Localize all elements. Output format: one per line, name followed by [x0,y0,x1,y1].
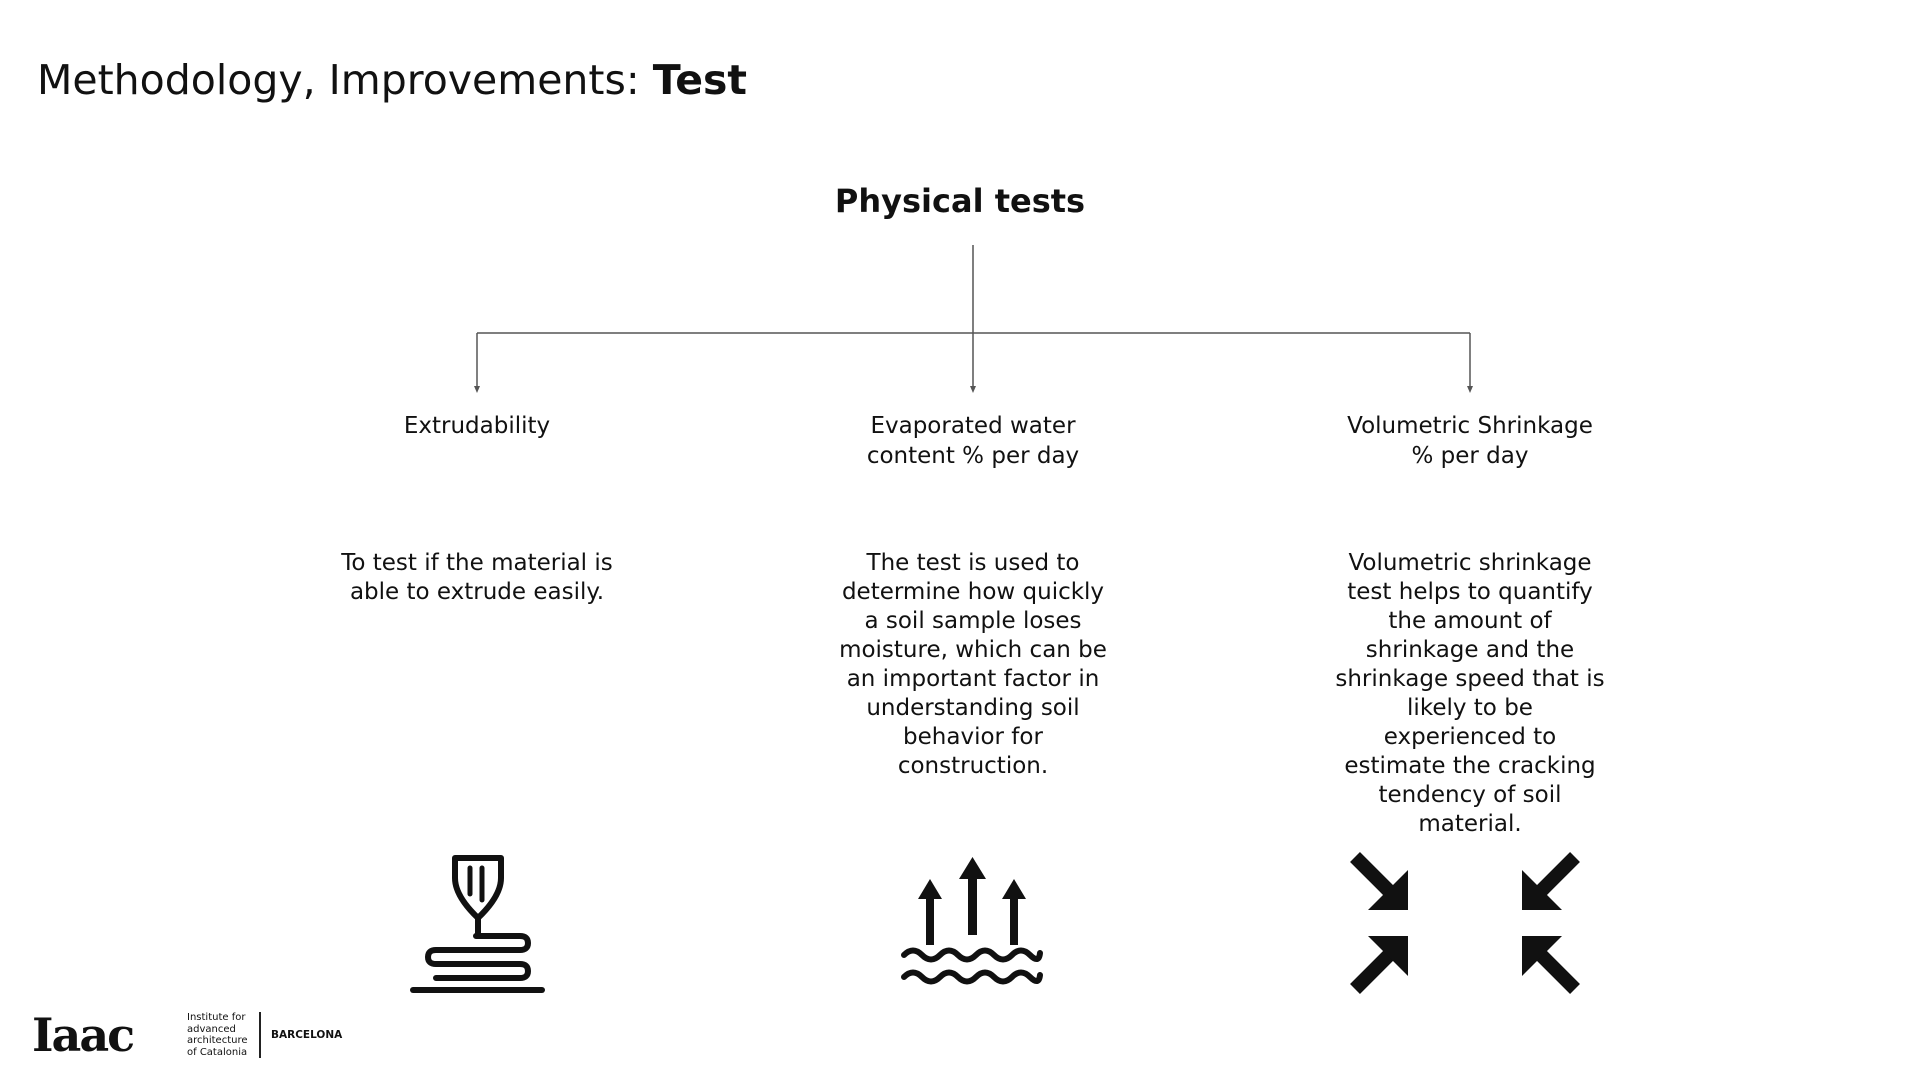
iaac-logo-mark: Iaac [32,1008,134,1062]
shrink-arrows-icon [1350,852,1580,994]
slide-title-bold: Test [652,56,748,104]
branch-description-volumetric-shrinkage: Volumetric shrinkage test helps to quantify the amount of shrinkage and the shrinkage speed that is likely to be experienced to estimate the cracking tendency of soil material. [1335,550,1605,837]
arrowhead-right [1467,386,1473,393]
branch-description-extrudability: To test if the material is able to extrude easily. [341,550,613,605]
branch-label-volumetric-shrinkage: Volumetric Shrinkage % per day [1347,413,1593,469]
extruder-nozzle-icon [410,852,545,994]
evaporation-arrows-icon [900,855,1044,990]
arrowhead-left [474,386,480,393]
institute-name: Institute for advanced architecture of Catalonia [187,1012,248,1058]
slide-title-prefix: Methodology, Improvements: [37,56,653,104]
branch-label-evaporated-water: Evaporated water content % per day [866,413,1080,469]
tree-connectors [0,0,1920,400]
arrowhead-middle [970,386,976,393]
city-label: BARCELONA [271,1029,343,1041]
branch-description-evaporated-water: The test is used to determine how quickly a soil sample loses moisture, which can be an important factor in understanding soil behavior for construction. [839,550,1107,779]
logo-divider [259,1012,261,1058]
iaac-logo [32,1010,342,1060]
branch-label-extrudability: Extrudability [403,413,551,439]
tree-root-label: Physical tests [834,182,1086,220]
